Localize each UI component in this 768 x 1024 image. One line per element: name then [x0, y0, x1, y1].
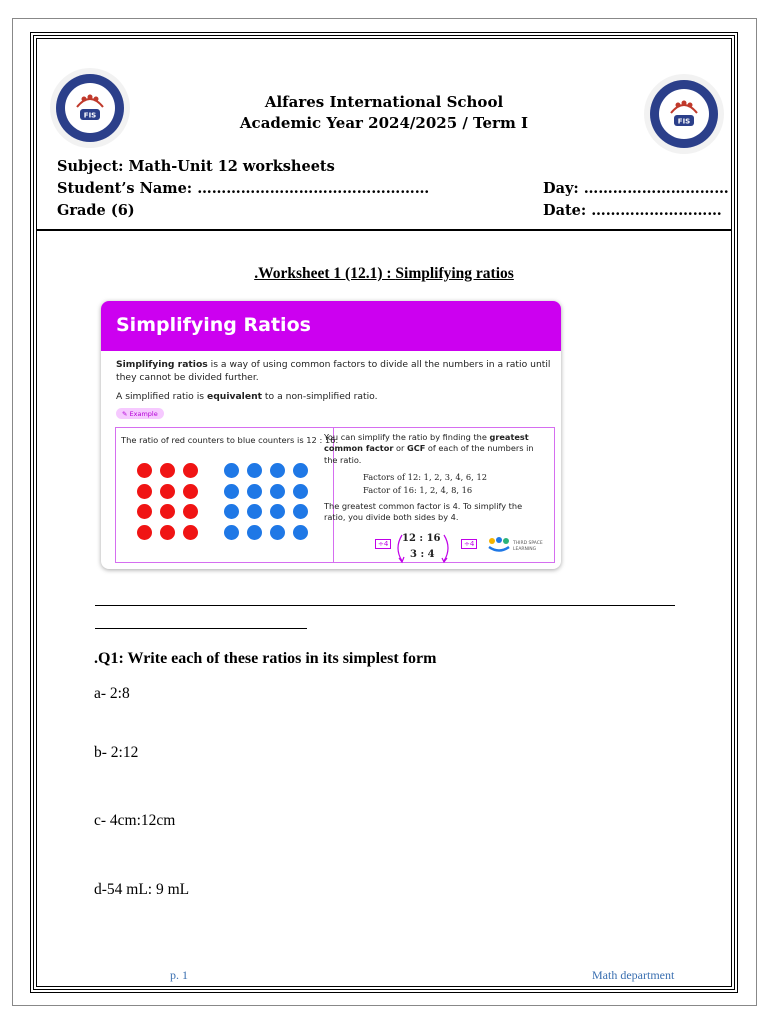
blue-counter	[224, 484, 239, 499]
ratio-before: 12 : 16	[402, 533, 441, 544]
grade-line: Grade (6)	[57, 202, 135, 219]
gcf-explanation	[324, 432, 536, 466]
third-space-logo-icon	[487, 537, 511, 553]
red-counter	[137, 525, 152, 540]
student-name-line: Student’s Name: …………………………………………	[57, 180, 430, 197]
gcf-text-c: of each of the numbers in the ratio.	[324, 443, 534, 465]
simplifying-ratios-card	[101, 301, 561, 569]
worksheet-topic: Simplifying ratios	[395, 265, 514, 282]
blue-counter	[247, 484, 262, 499]
gcf-result-text: The greatest common factor is 4. To simplify the ratio, you divide both sides by 4.	[324, 501, 523, 523]
red-counter	[137, 463, 152, 478]
blue-counter	[293, 525, 308, 540]
question-item-c: c- 4cm:12cm	[94, 812, 176, 829]
footer-department: Math department	[592, 968, 675, 982]
day-line: Day: …………………………	[543, 180, 729, 197]
divide-by-4-right: ÷4	[461, 539, 477, 549]
red-counter	[183, 504, 198, 519]
question-item-d: d-54 mL: 9 mL	[94, 881, 190, 898]
intro2-b: to a non-simplified ratio.	[262, 391, 378, 402]
example-chip	[116, 408, 164, 419]
red-counter	[183, 463, 198, 478]
intro-rest: is a way of using common factors to divide all the numbers in a ratio until they cannot be divided further.	[116, 359, 551, 383]
card-intro	[116, 359, 556, 384]
blue-counter	[270, 463, 285, 478]
question-1-title: .Q1: Write each of these ratios in its simplest form	[94, 650, 437, 667]
footer-page-number: p. 1	[170, 968, 188, 982]
worksheet-frame	[30, 32, 738, 993]
card-intro-2	[116, 391, 378, 402]
blue-counter	[224, 463, 239, 478]
blue-counter	[247, 504, 262, 519]
blue-counter	[224, 504, 239, 519]
school-name: Alfares International School	[264, 93, 504, 111]
ratio-after: 3 : 4	[410, 549, 435, 560]
svg-text:FIS: FIS	[677, 117, 691, 126]
red-counter	[183, 525, 198, 540]
worksheet-prefix: .Worksheet 1 (12.1) :	[254, 265, 396, 282]
red-counter	[160, 504, 175, 519]
date-line: Date: ………………………	[543, 202, 722, 219]
subject-line: Subject: Math-Unit 12 worksheets	[57, 158, 335, 175]
red-counter	[183, 484, 198, 499]
blue-counter	[293, 463, 308, 478]
intro2-a: A simplified ratio is	[116, 391, 207, 402]
gcf-bold-1: greatest common factor	[324, 432, 529, 454]
gcf-text-a: You can simplify the ratio by finding the	[324, 432, 490, 442]
pencil-icon: ✎	[122, 409, 130, 418]
question-item-a: a- 2:8	[94, 685, 130, 702]
red-counter	[160, 463, 175, 478]
header	[37, 39, 731, 231]
card-title: Simplifying Ratios	[101, 301, 561, 351]
gcf-text-b: or	[393, 443, 407, 454]
red-counter	[160, 525, 175, 540]
blue-counter	[270, 484, 285, 499]
factors-of-12: Factors of 12: 1, 2, 3, 4, 6, 12	[363, 472, 487, 482]
counters-ratio-text: The ratio of red counters to blue counters is 12 : 16.	[121, 435, 339, 445]
blue-counter	[247, 463, 262, 478]
question-item-b: b- 2:12	[94, 744, 139, 761]
gcf-bold-2: GCF	[406, 443, 426, 454]
worksheet-frame-inner	[36, 38, 732, 987]
intro2-bold: equivalent	[207, 391, 262, 402]
factors-of-16: Factor of 16: 1, 2, 4, 8, 16	[363, 485, 473, 495]
blue-counter	[247, 525, 262, 540]
example-label: Example	[129, 409, 158, 418]
example-left-panel	[116, 428, 339, 562]
divider-line-short	[95, 628, 307, 629]
school-logo-right	[643, 73, 725, 155]
divider-line-long	[95, 605, 675, 606]
academic-year: Academic Year 2024/2025 / Term I	[239, 114, 529, 132]
blue-counter	[293, 504, 308, 519]
red-counter	[137, 504, 152, 519]
divide-by-4-left: ÷4	[375, 539, 391, 549]
red-counter	[160, 484, 175, 499]
third-space-brand: THIRD SPACE LEARNING	[513, 541, 543, 552]
blue-counter	[224, 525, 239, 540]
red-counter	[137, 484, 152, 499]
worksheet-title	[37, 265, 731, 283]
svg-text:FIS: FIS	[83, 111, 97, 120]
blue-counter	[270, 525, 285, 540]
blue-counter	[270, 504, 285, 519]
intro-bold: Simplifying ratios	[116, 359, 208, 370]
blue-counter	[293, 484, 308, 499]
